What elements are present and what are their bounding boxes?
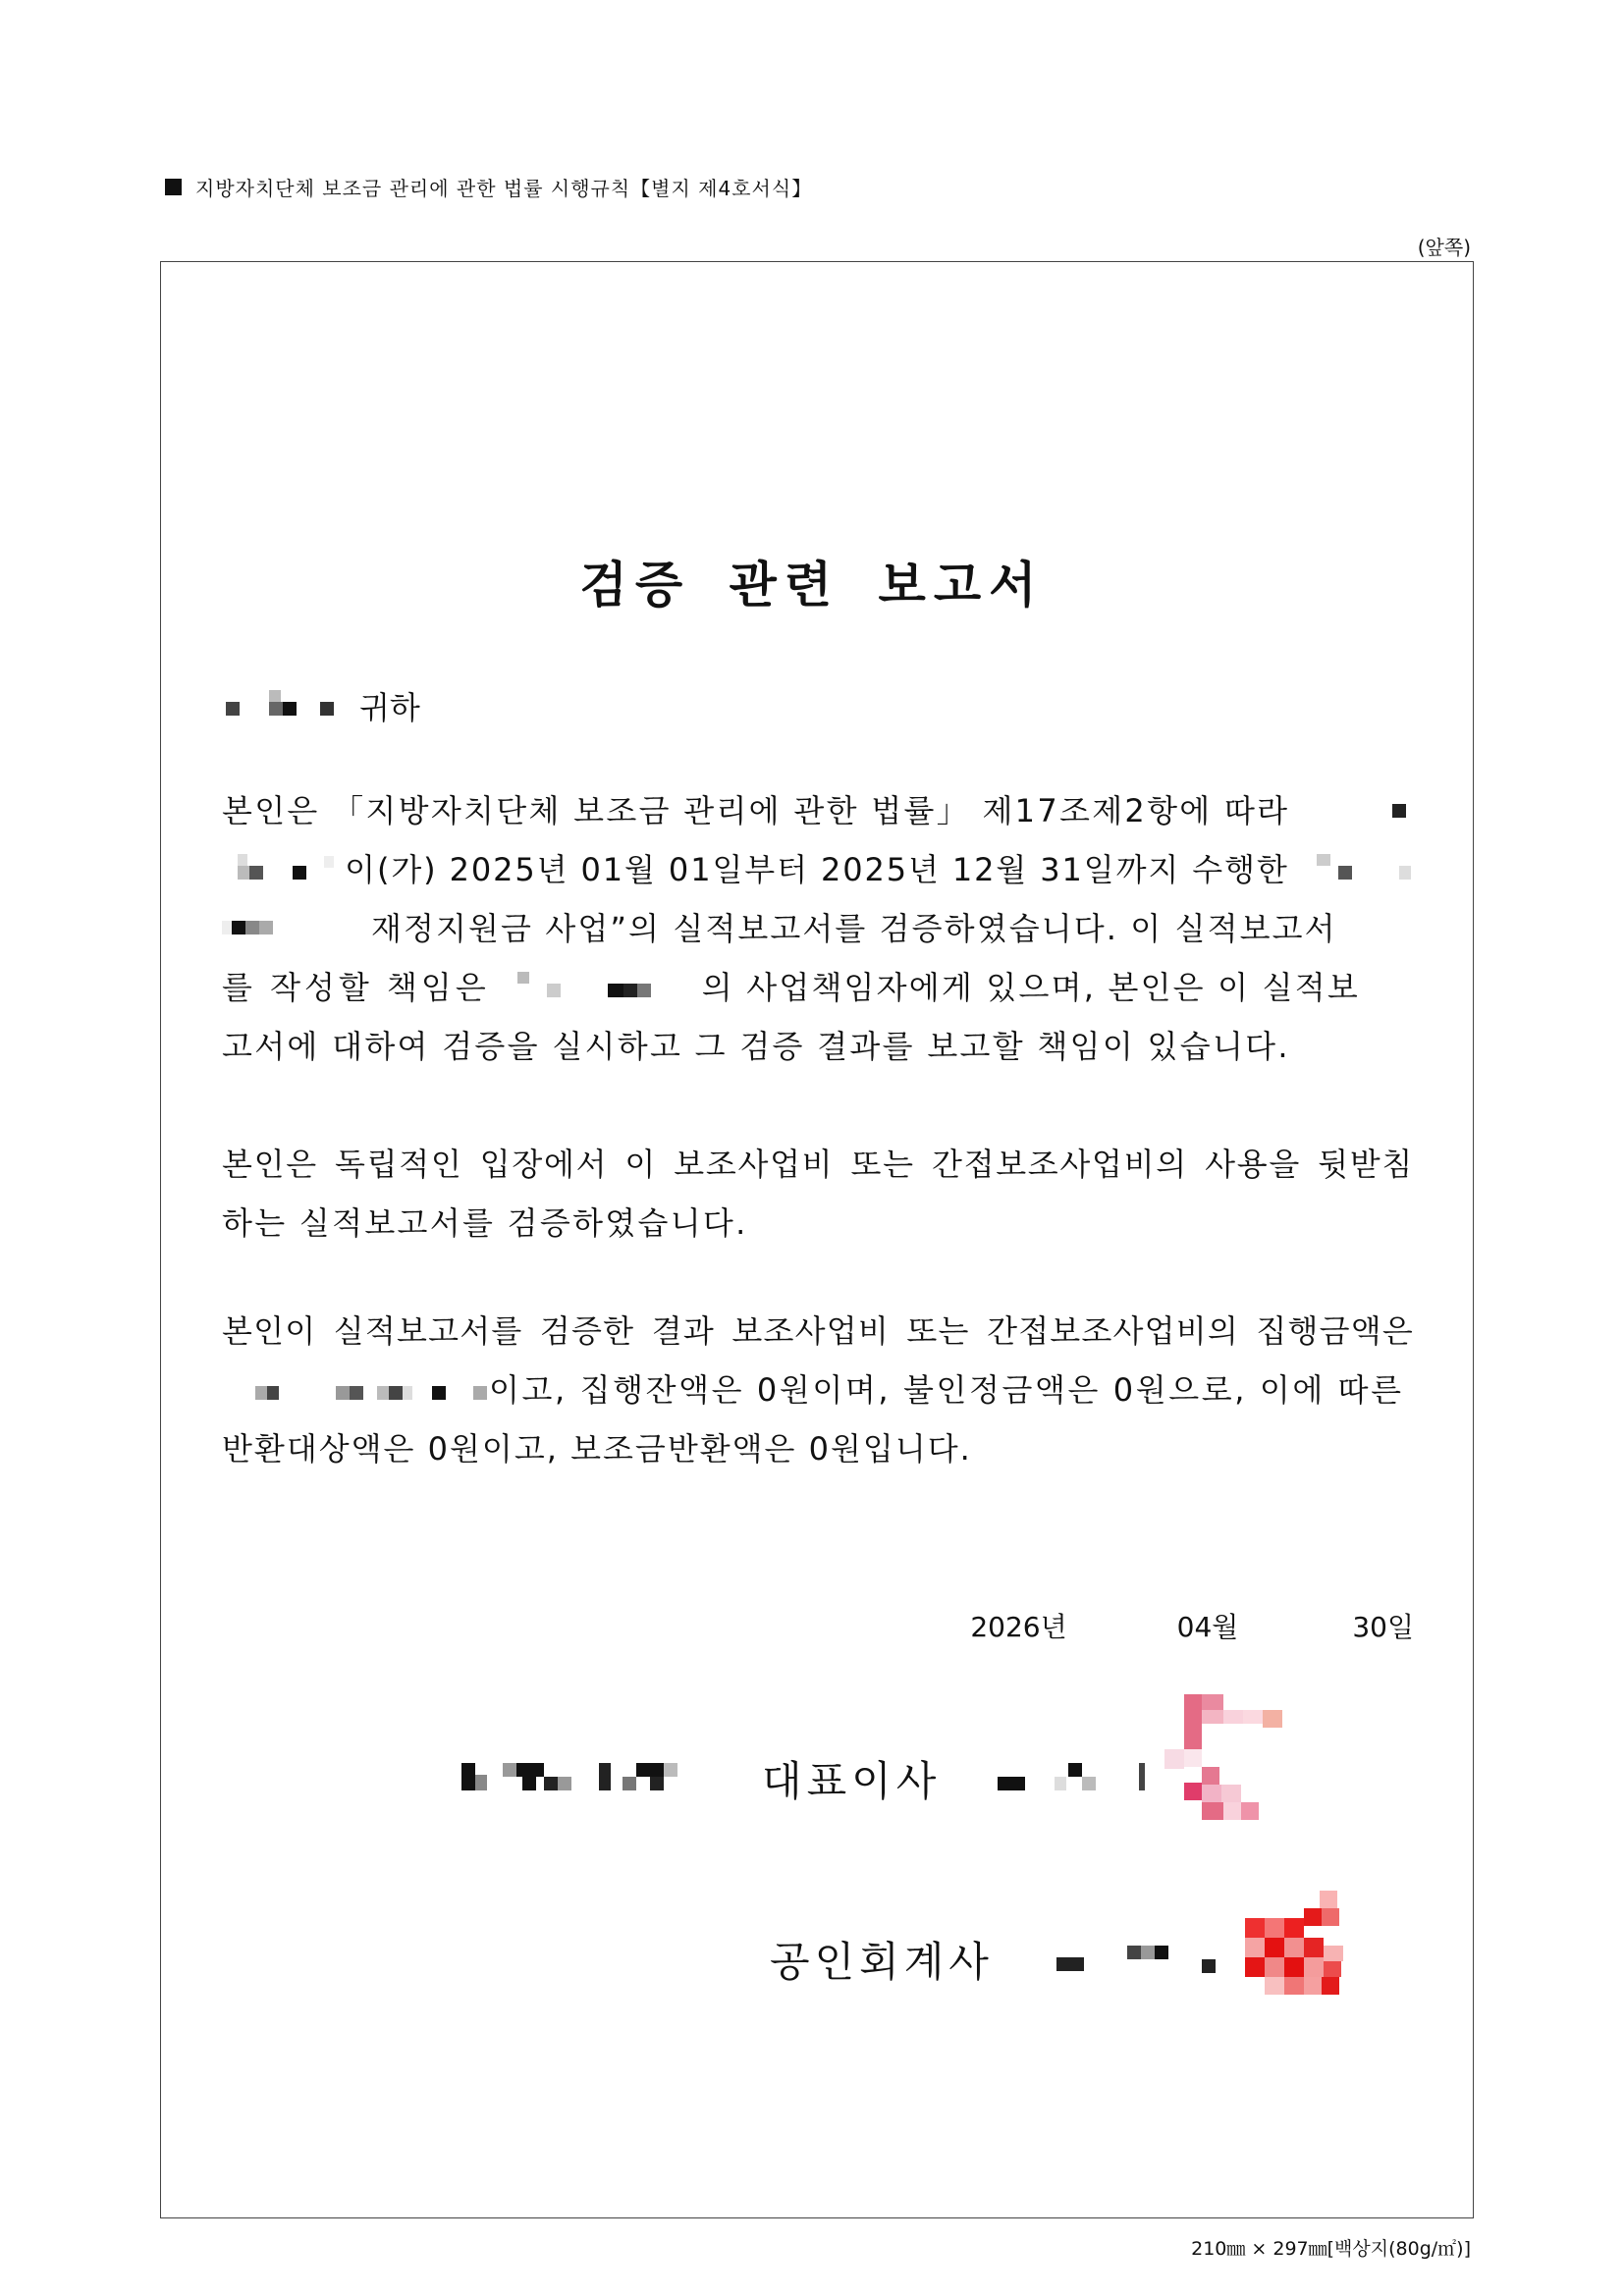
redacted-company-name — [461, 1757, 707, 1796]
para1-line2: 이(가) 2025년 01월 01일부터 2025년 12월 31일까지 수행한 — [222, 840, 1414, 899]
redacted-seal-2 — [1245, 1891, 1359, 2001]
para3-line2: 이고, 집행잔액은 0원이며, 불인정금액은 0원으로, 이에 따른 — [222, 1361, 1414, 1419]
square-bullet-icon — [165, 179, 182, 195]
redacted-project — [1309, 852, 1414, 887]
cpa-label: 공인회계사 — [770, 1938, 994, 1986]
addressee-suffix: 귀하 — [359, 689, 420, 726]
para3-line1: 본인이 실적보고서를 검증한 결과 보조사업비 또는 간접보조사업비의 집행금액은 — [222, 1312, 1414, 1350]
redacted-org-name — [222, 852, 345, 887]
redacted-cpa-name — [1056, 1940, 1223, 1979]
date-year: 2026년 — [970, 1611, 1067, 1643]
redacted-project-2 — [222, 911, 371, 946]
para2-line1: 본인은 독립적인 입장에서 이 보조사업비 또는 간접보조사업비의 사용을 뒷받침 — [222, 1146, 1414, 1183]
redacted-representative-name — [998, 1757, 1145, 1796]
paragraph-3 — [222, 1302, 1414, 1478]
redacted-org — [1375, 796, 1414, 826]
form-header — [165, 173, 812, 201]
para1-line3: 재정지원금 사업”의 실적보고서를 검증하였습니다. 이 실적보고서 — [222, 899, 1414, 958]
date-month: 04월 — [1176, 1611, 1239, 1643]
para1-line4: 를 작성할 책임은 의 사업책임자에게 있으며, 본인은 이 실적보 — [222, 969, 1360, 1006]
para2-line2: 하는 실적보고서를 검증하였습니다. — [222, 1204, 748, 1242]
paragraph-1 — [222, 781, 1414, 1076]
document-title: 검증 관련 보고서 — [579, 557, 1045, 614]
redacted-addressee — [222, 688, 340, 723]
regulation-reference: 지방자치단체 보조금 관리에 관한 법률 시행규칙【별지 제4호서식】 — [195, 177, 813, 200]
para1-line5: 고서에 대하여 검증을 실시하고 그 검증 결과를 보고할 책임이 있습니다. — [222, 1028, 1290, 1065]
paragraph-2 — [222, 1135, 1414, 1253]
representative-label: 대표이사 — [762, 1757, 942, 1805]
para3-line3: 반환대상액은 0원이고, 보조금반환액은 0원입니다. — [222, 1430, 972, 1468]
para1-line1: 본인은 「지방자치단체 보조금 관리에 관한 법률」 제17조제2항에 따라 — [222, 781, 1414, 840]
addressee — [222, 683, 420, 728]
side-label: (앞쪽) — [1417, 236, 1471, 259]
date-day: 30일 — [1352, 1611, 1414, 1643]
signing-date — [970, 1606, 1414, 1645]
redacted-seal-1 — [1164, 1694, 1322, 1826]
paper-size-note: 210㎜ × 297㎜[백상지(80g/㎡)] — [1191, 2238, 1471, 2260]
redacted-org-3 — [506, 970, 702, 1005]
redacted-amount — [222, 1372, 489, 1408]
